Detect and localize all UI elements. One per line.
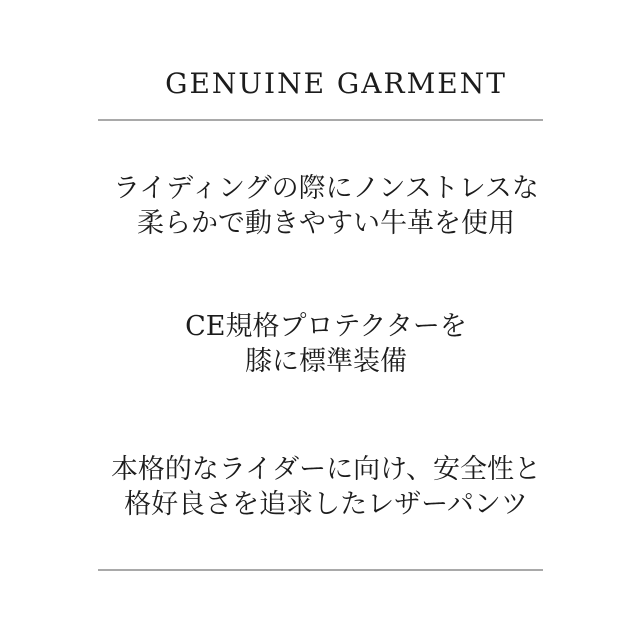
feature-line: 膝に標準装備 [245, 346, 407, 377]
feature-line: 柔らかで動きやすい牛革を使用 [137, 208, 515, 239]
feature-line: 本格的なライダーに向け、安全性と [110, 454, 542, 485]
feature-line: ライディングの際にノンストレスな [113, 173, 539, 204]
feature-block-leather [6, 171, 640, 241]
page-title: GENUINE GARMENT [165, 67, 507, 100]
feature-line: CE規格プロテクターを [185, 311, 467, 342]
feature-block-rider [6, 452, 640, 522]
bottom-divider [98, 569, 543, 571]
top-divider [98, 119, 543, 121]
feature-block-protector [6, 309, 640, 379]
feature-line: 格好良さを追求したレザーパンツ [124, 489, 528, 520]
